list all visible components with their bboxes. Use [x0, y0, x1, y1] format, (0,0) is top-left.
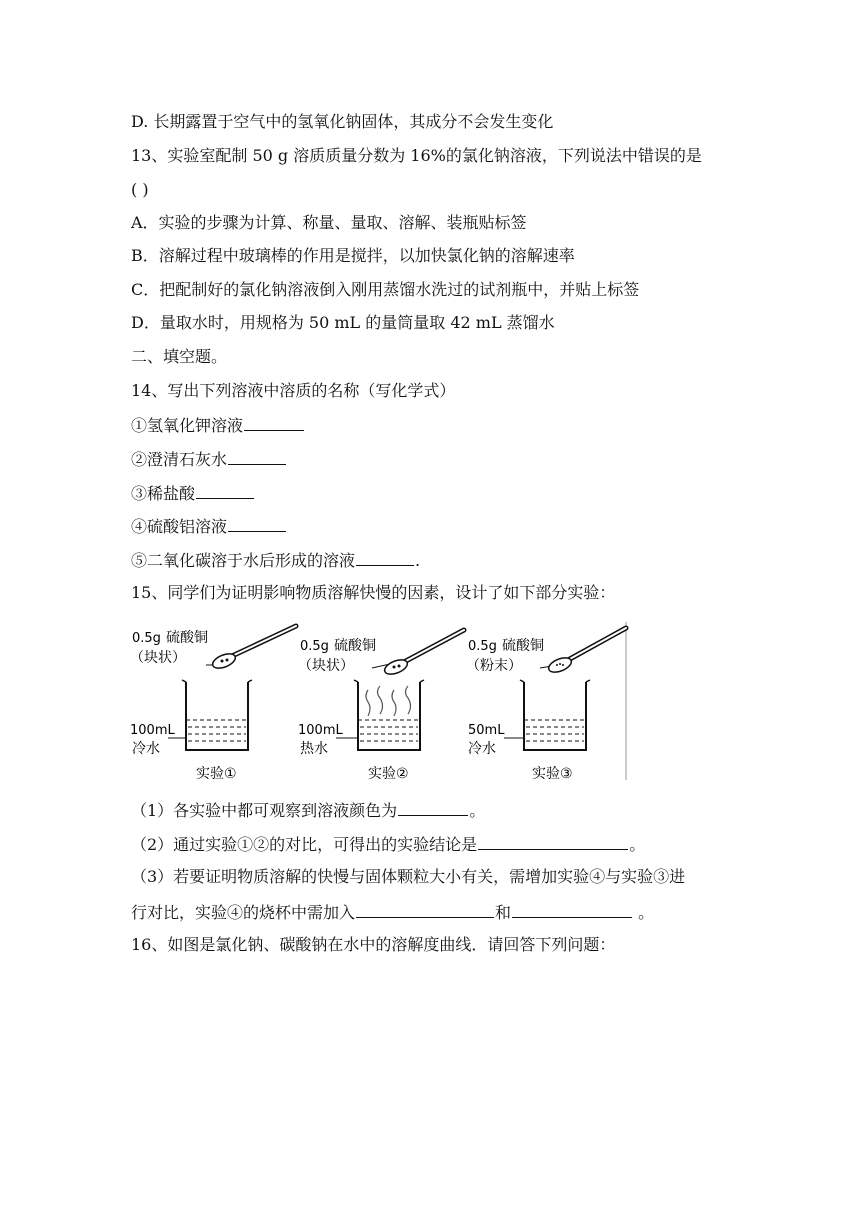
question-15-part-3: （3）若要证明物质溶解的快慢与固体颗粒大小有关，需增加实验④与实验③进 — [131, 867, 686, 886]
question-13-option-d: D．量取水时，用规格为 50 mL 的量筒量取 42 mL 蒸馏水 — [131, 313, 555, 332]
part-text: （2）通过实验①②的对比，可得出的实验结论是 — [131, 835, 478, 854]
experiment-2 — [298, 630, 464, 782]
question-15: 15、同学们为证明影响物质溶解快慢的因素，设计了如下部分实验： — [131, 583, 616, 602]
part-end: 。 — [633, 903, 655, 922]
experiment-1 — [130, 626, 296, 782]
part-text: （1）各实验中都可观察到溶液颜色为 — [131, 801, 398, 820]
part-end: 。 — [469, 801, 486, 820]
answer-blank[interactable] — [478, 833, 628, 850]
answer-blank[interactable] — [356, 901, 494, 918]
exp2-caption: 实验② — [368, 766, 409, 782]
question-15-part-2 — [131, 833, 645, 855]
item-label: ②澄清石灰水 — [131, 450, 228, 469]
exp3-volume: 50mL — [468, 723, 505, 738]
exp2-water: 热水 — [300, 741, 328, 757]
question-13-option-c: C．把配制好的氯化钠溶液倒入刚用蒸馏水洗过的试剂瓶中，并贴上标签 — [131, 280, 640, 299]
exp2-name: 硫酸铜 — [334, 638, 376, 654]
exp1-beaker-icon — [182, 680, 252, 750]
question-14-item-3 — [131, 482, 255, 504]
experiment-figure — [128, 620, 630, 784]
part-end: 。 — [629, 835, 646, 854]
question-15-part-1 — [131, 799, 485, 821]
experiment-3 — [466, 628, 626, 782]
answer-blank[interactable] — [398, 799, 468, 816]
part-text: 行对比，实验④的烧杯中需加入 — [131, 903, 356, 922]
item-label: ④硫酸铝溶液 — [131, 517, 228, 536]
question-14-item-1 — [131, 414, 305, 436]
answer-blank[interactable] — [228, 515, 286, 532]
exp1-spoon-icon — [211, 626, 296, 671]
exp3-caption: 实验③ — [532, 766, 573, 782]
answer-blank[interactable] — [244, 414, 304, 431]
answer-blank[interactable] — [228, 448, 286, 465]
exp2-volume: 100mL — [298, 723, 343, 738]
exp3-spoon-icon — [547, 628, 626, 675]
part-and: 和 — [495, 903, 512, 922]
option-d-prev: D. 长期露置于空气中的氢氧化钠固体，其成分不会发生变化 — [131, 112, 554, 131]
question-14-item-4 — [131, 515, 287, 537]
exp2-beaker-icon — [354, 680, 424, 750]
exp3-mass: 0.5g — [468, 639, 497, 654]
exp2-form: （块状） — [298, 658, 354, 674]
exp3-beaker-icon — [520, 680, 590, 750]
question-13-paren: ( ) — [131, 180, 149, 199]
answer-blank[interactable] — [512, 901, 632, 918]
question-14-item-2 — [131, 448, 287, 470]
exp1-water: 冷水 — [132, 741, 160, 757]
item-label: ③稀盐酸 — [131, 484, 196, 503]
exp3-water: 冷水 — [468, 741, 496, 757]
exp3-name: 硫酸铜 — [502, 638, 544, 654]
section-title: 二、填空题。 — [131, 347, 228, 366]
question-16: 16、如图是氯化钠、碳酸钠在水中的溶解度曲线．请回答下列问题： — [131, 935, 616, 954]
period: . — [415, 551, 421, 570]
experiment-illustration — [128, 620, 630, 784]
question-14: 14、写出下列溶液中溶质的名称（写化学式） — [131, 381, 456, 400]
question-13-option-b: B．溶解过程中玻璃棒的作用是搅拌，以加快氯化钠的溶解速率 — [131, 246, 575, 265]
item-label: ①氢氧化钾溶液 — [131, 416, 244, 435]
exp1-volume: 100mL — [130, 723, 175, 738]
exp3-form: （粉末） — [466, 658, 522, 674]
question-13: 13、实验室配制 50 g 溶质质量分数为 16%的氯化钠溶液，下列说法中错误的是 — [131, 146, 702, 165]
exp2-spoon-icon — [383, 630, 464, 677]
question-13-option-a: A．实验的步骤为计算、称量、量取、溶解、装瓶贴标签 — [131, 213, 527, 232]
exp1-caption: 实验① — [196, 766, 237, 782]
question-14-item-5 — [131, 549, 420, 571]
exp2-mass: 0.5g — [300, 639, 329, 654]
exp1-mass: 0.5g — [132, 631, 161, 646]
answer-blank[interactable] — [356, 549, 414, 566]
item-label: ⑤二氧化碳溶于水后形成的溶液 — [131, 551, 356, 570]
answer-blank[interactable] — [196, 482, 254, 499]
exp1-form: （块状） — [130, 650, 186, 666]
question-15-part-3-cont — [131, 901, 654, 923]
exp1-name: 硫酸铜 — [166, 630, 208, 646]
